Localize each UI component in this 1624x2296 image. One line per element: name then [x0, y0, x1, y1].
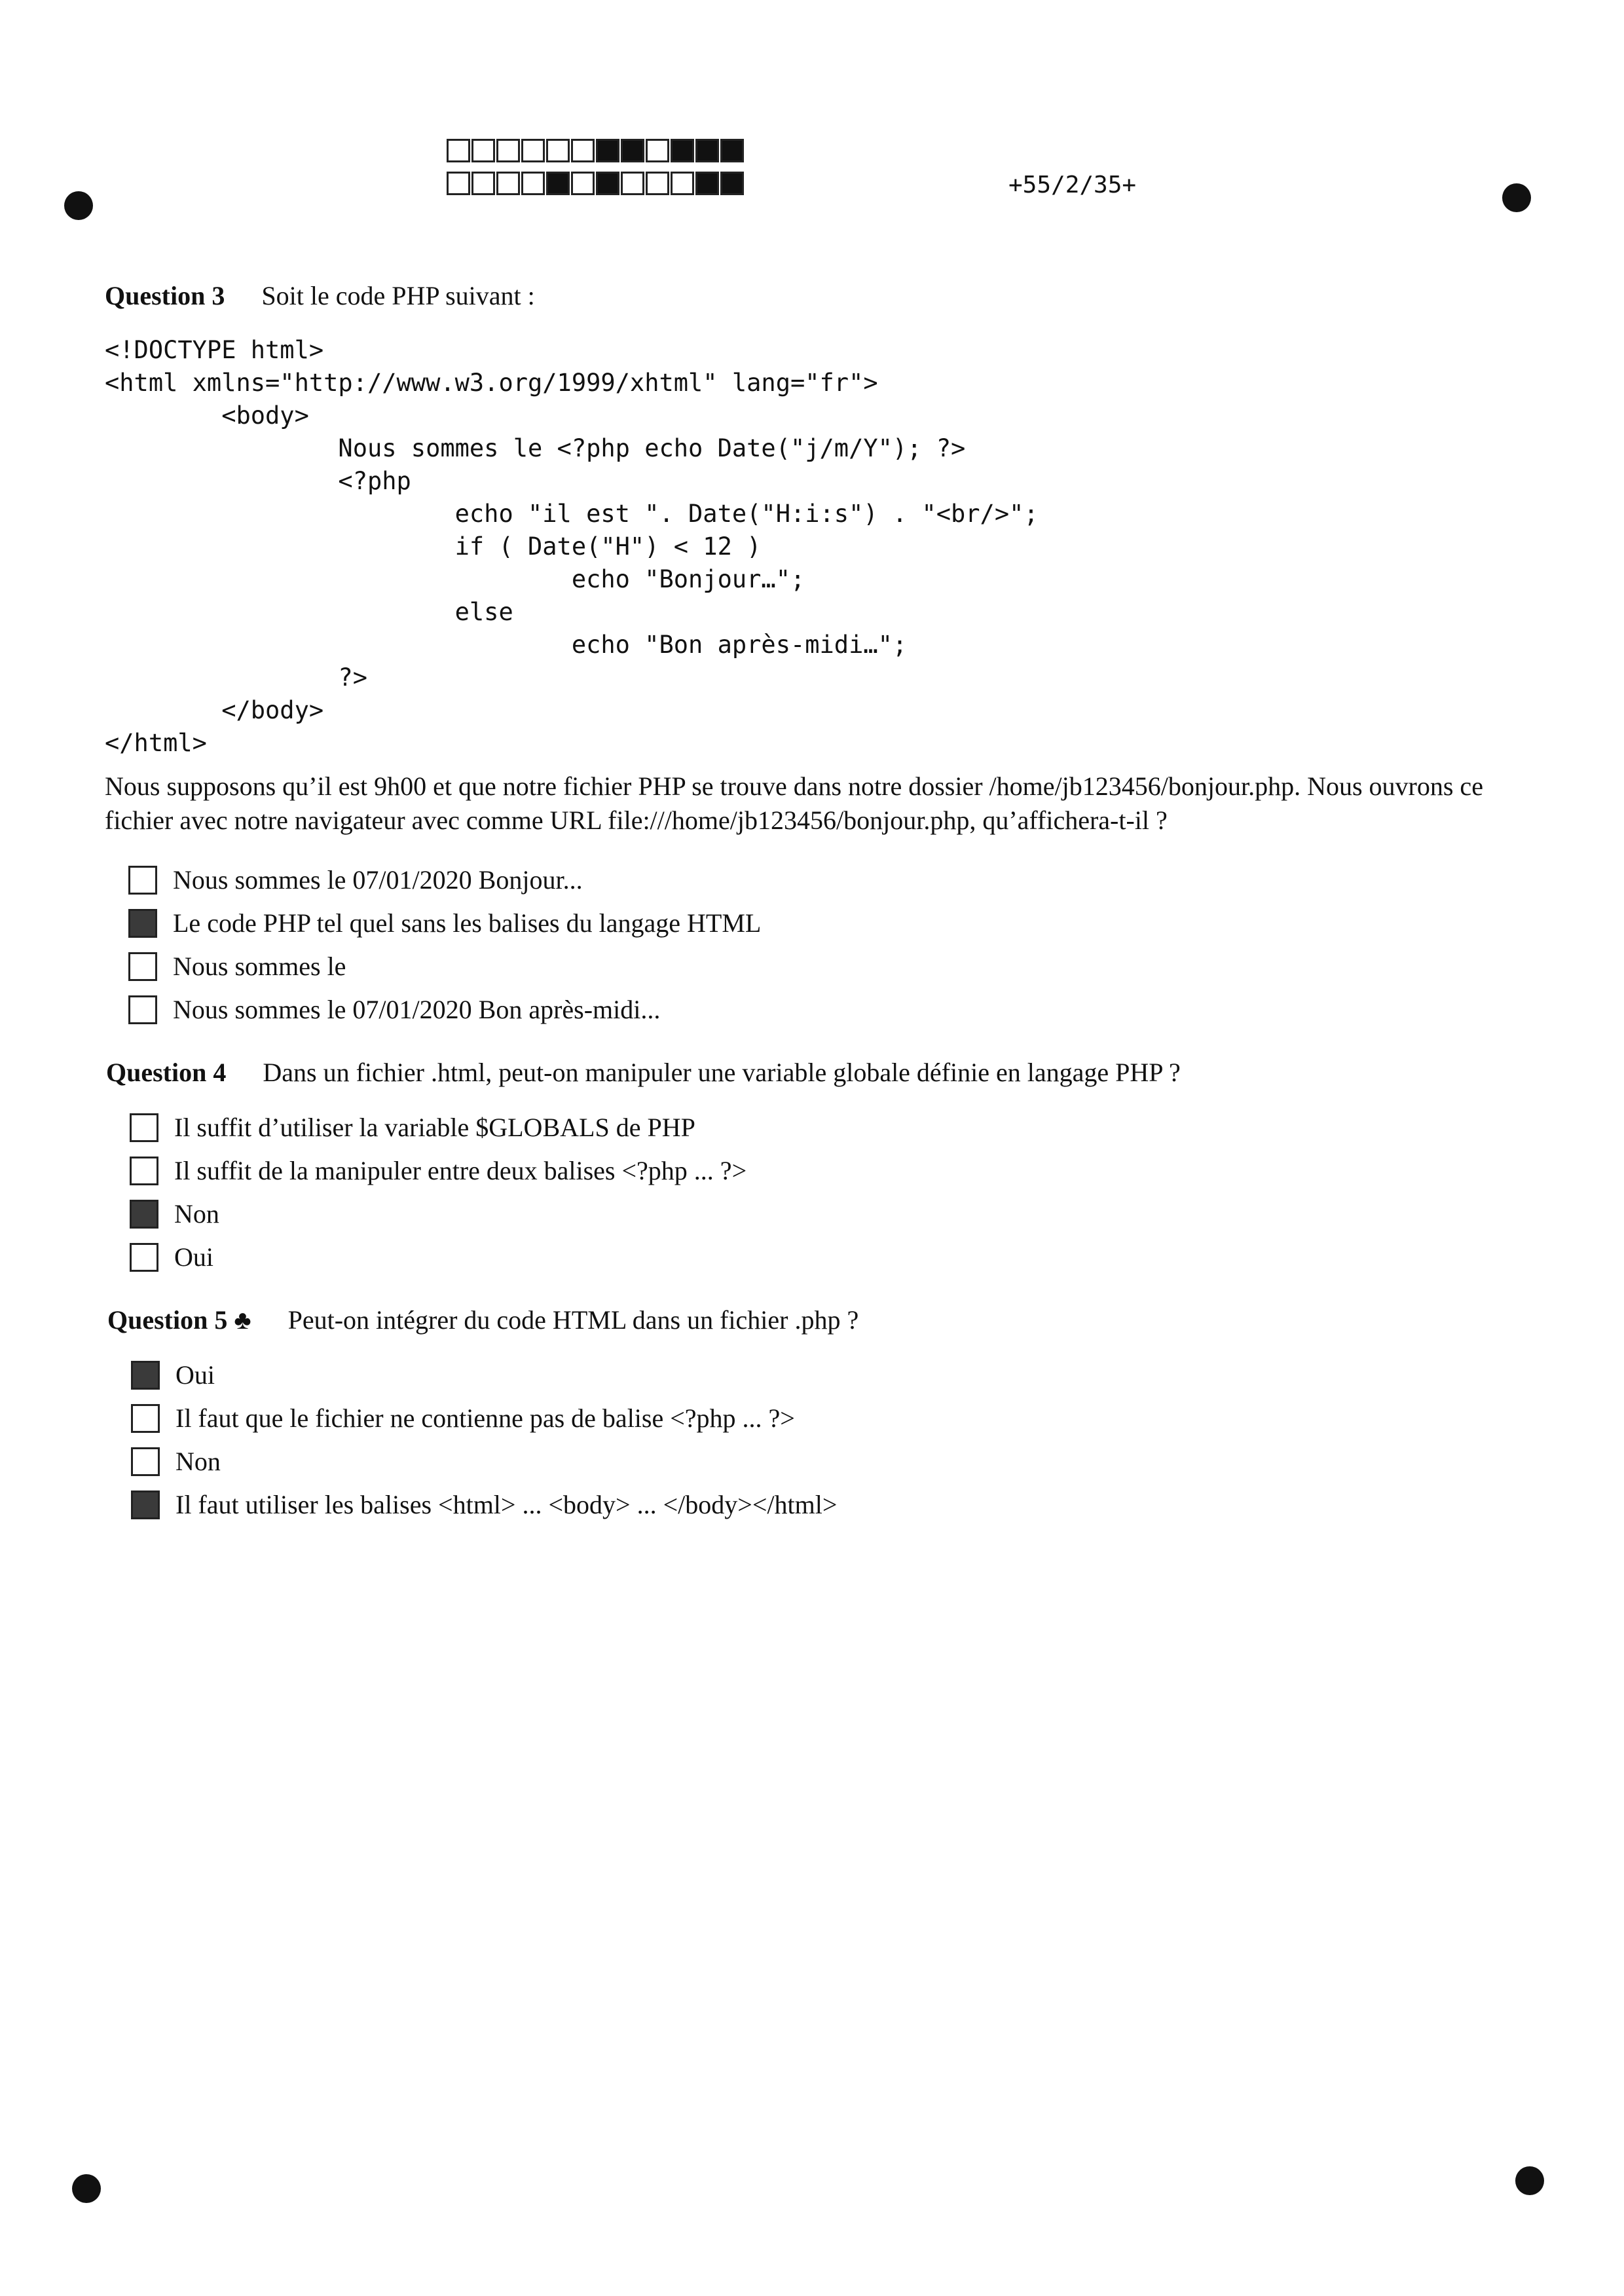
q5-option-4[interactable]: [131, 1489, 837, 1520]
q4-option-3[interactable]: [130, 1198, 219, 1229]
q4-option-4[interactable]: [130, 1242, 213, 1272]
checkbox[interactable]: [131, 1404, 160, 1433]
checkbox[interactable]: [131, 1361, 160, 1390]
question-prompt: Soit le code PHP suivant :: [261, 281, 535, 310]
q4-option-2[interactable]: [130, 1155, 747, 1186]
barcode-cell: [695, 172, 719, 195]
question-prompt: Dans un fichier .html, peut-on manipuler une variable globale définie en langage PHP ?: [263, 1058, 1181, 1087]
checkbox[interactable]: [131, 1447, 160, 1476]
barcode-cell: [621, 139, 644, 162]
q3-option-3[interactable]: [128, 951, 346, 982]
question-number: Question 3: [105, 281, 225, 310]
barcode-cell: [720, 139, 744, 162]
php-code-block: <!DOCTYPE html> <html xmlns="http://www.w3.org/1999/xhtml" lang="fr"> <body> Nous sommes le <?php echo Date("j/m/Y"); ?> <?php echo "il est ". Date("H:i:s") . "<br/>"; if ( Date("H") < 12 ) echo "Bonjour…"; else echo "Bon après-midi…"; ?> </body> </html>: [105, 336, 1039, 757]
question-number: Question 5 ♣: [107, 1305, 251, 1335]
q3-option-4[interactable]: [128, 994, 660, 1025]
checkbox[interactable]: [130, 1200, 158, 1229]
barcode-cell: [621, 172, 644, 195]
barcode-cell: [596, 139, 619, 162]
question-3-text: Nous supposons qu’il est 9h00 et que notre fichier PHP se trouve dans notre dossier /home/jb123456/bonjour.php. Nous ouvrons ce fichier avec notre navigateur avec comme URL file:///home/jb123456/bonjour.php, qu’affichera-t-il ?: [105, 771, 1483, 835]
question-4-title: [106, 1057, 1181, 1088]
checkbox[interactable]: [131, 1491, 160, 1519]
barcode-cell: [447, 172, 470, 195]
checkbox[interactable]: [128, 866, 157, 895]
registration-mark-top-right: [1502, 183, 1531, 212]
option-label: Nous sommes le: [173, 952, 346, 981]
checkbox[interactable]: [130, 1157, 158, 1185]
registration-mark-bottom-right: [1515, 2166, 1544, 2195]
barcode-cell: [671, 172, 694, 195]
checkbox[interactable]: [128, 952, 157, 981]
barcode-cell: [546, 172, 570, 195]
q5-option-3[interactable]: [131, 1446, 221, 1477]
exam-id: +55/2/35+: [1008, 172, 1137, 198]
option-label: Non: [174, 1199, 219, 1229]
barcode-cell: [571, 172, 595, 195]
question-prompt: Peut-on intégrer du code HTML dans un fichier .php ?: [287, 1305, 859, 1335]
option-label: Il faut que le fichier ne contienne pas de balise <?php ... ?>: [175, 1403, 795, 1433]
registration-mark-bottom-left: [72, 2174, 101, 2203]
barcode-cell: [546, 139, 570, 162]
checkbox[interactable]: [130, 1243, 158, 1272]
q4-option-1[interactable]: [130, 1112, 695, 1143]
option-label: Le code PHP tel quel sans les balises du langage HTML: [173, 908, 762, 938]
barcode-cell: [496, 172, 520, 195]
barcode-cell: [646, 139, 669, 162]
registration-mark-top-left: [64, 191, 93, 220]
question-number: Question 4: [106, 1058, 227, 1087]
q3-option-2[interactable]: [128, 908, 761, 938]
barcode-cell: [671, 139, 694, 162]
barcode-row: [447, 139, 744, 165]
barcode-cell: [496, 139, 520, 162]
checkbox[interactable]: [128, 995, 157, 1024]
option-label: Non: [175, 1447, 221, 1476]
barcode-cell: [646, 172, 669, 195]
barcode-cell: [571, 139, 595, 162]
q5-option-1[interactable]: [131, 1360, 215, 1390]
barcode-cell: [471, 139, 495, 162]
checkbox[interactable]: [128, 909, 157, 938]
barcode-cell: [521, 139, 545, 162]
question-5-title: [107, 1305, 858, 1335]
barcode-cell: [471, 172, 495, 195]
barcode-cell: [521, 172, 545, 195]
option-label: Il faut utiliser les balises <html> ... <body> ... </body></html>: [175, 1490, 838, 1519]
page-barcode: [447, 139, 744, 204]
q3-option-1[interactable]: [128, 864, 583, 895]
option-label: Il suffit d’utiliser la variable $GLOBALS de PHP: [174, 1113, 695, 1142]
barcode-cell: [596, 172, 619, 195]
barcode-row: [447, 172, 744, 198]
barcode-cell: [695, 139, 719, 162]
q5-option-2[interactable]: [131, 1403, 795, 1434]
option-label: Oui: [174, 1242, 213, 1272]
option-label: Nous sommes le 07/01/2020 Bonjour...: [173, 865, 583, 895]
question-3-title: [105, 280, 535, 311]
option-label: Il suffit de la manipuler entre deux balises <?php ... ?>: [174, 1156, 747, 1185]
checkbox[interactable]: [130, 1113, 158, 1142]
option-label: Nous sommes le 07/01/2020 Bon après-midi...: [173, 995, 661, 1024]
barcode-cell: [720, 172, 744, 195]
barcode-cell: [447, 139, 470, 162]
option-label: Oui: [175, 1360, 215, 1390]
